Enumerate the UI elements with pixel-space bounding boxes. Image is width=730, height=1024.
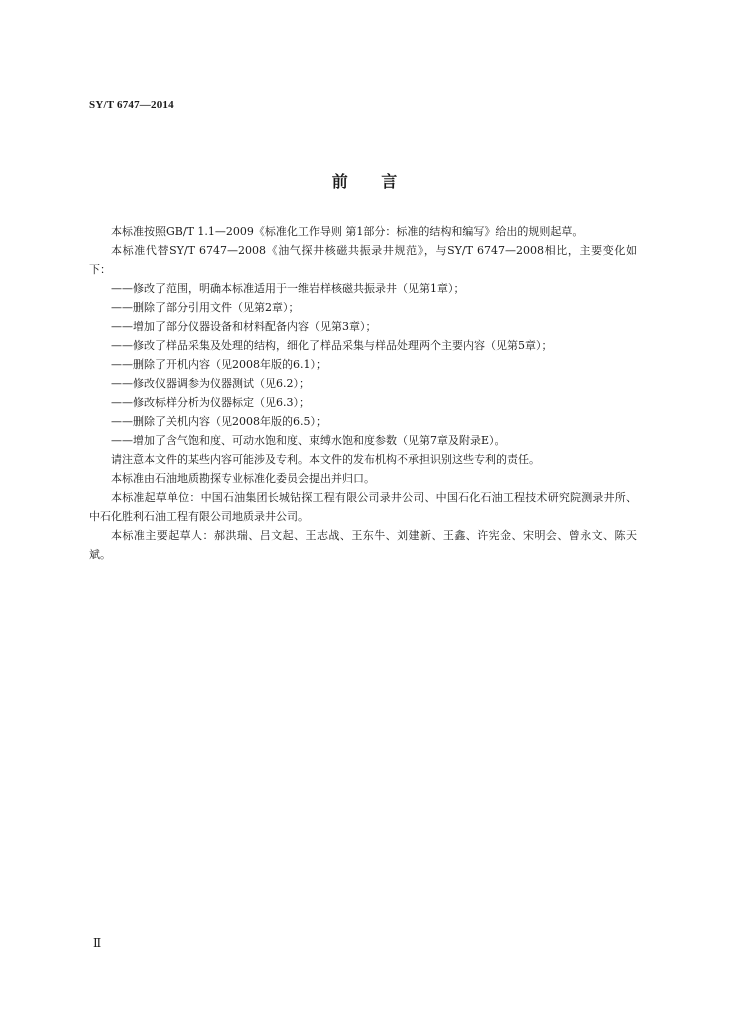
change-item: ——修改标样分析为仪器标定（见6.3）； <box>111 396 310 409</box>
change-item: ——删除了开机内容（见2008年版的6.1）； <box>111 358 327 371</box>
change-item: ——增加了含气饱和度、可动水饱和度、束缚水饱和度参数（见第7章及附录E）。 <box>111 434 506 447</box>
change-item: ——增加了部分仪器设备和材料配备内容（见第3章）； <box>111 320 377 333</box>
foreword-body <box>89 222 637 564</box>
paragraph-replacement: 本标准代替SY/T 6747—2008《油气探井核磁共振录井规范》，与SY/T 6747—2008相比，主要变化如下： <box>89 244 637 276</box>
change-item: ——修改了样品采集及处理的结构，细化了样品采集与样品处理两个主要内容（见第5章）； <box>111 339 553 352</box>
paragraph-proposed-by: 本标准由石油地质勘探专业标准化委员会提出并归口。 <box>111 472 375 485</box>
paragraph-drafting-units: 本标准起草单位：中国石油集团长城钻探工程有限公司录井公司、中国石化石油工程技术研究院测录井所、中石化胜利石油工程有限公司地质录井公司。 <box>89 491 637 523</box>
change-item: ——删除了关机内容（见2008年版的6.5）； <box>111 415 327 428</box>
paragraph-drafting-rules: 本标准按照GB/T 1.1—2009《标准化工作导则 第1部分：标准的结构和编写》给出的规则起草。 <box>111 225 584 238</box>
paragraph-drafters: 本标准主要起草人：郝洪瑞、吕文起、王志战、王东牛、刘建新、王鑫、许宪金、宋明会、曾永文、陈天斌。 <box>89 529 637 561</box>
page-number: Ⅱ <box>93 936 102 950</box>
page-title: 前 言 <box>331 172 399 191</box>
change-item: ——修改仪器调参为仪器测试（见6.2）； <box>111 377 310 390</box>
paragraph-patent-notice: 请注意本文件的某些内容可能涉及专利。本文件的发布机构不承担识别这些专利的责任。 <box>111 453 540 466</box>
change-item: ——修改了范围，明确本标准适用于一维岩样核磁共振录井（见第1章）； <box>111 282 465 295</box>
change-item: ——删除了部分引用文件（见第2章）； <box>111 301 300 314</box>
standard-code: SY/T 6747—2014 <box>89 99 174 111</box>
